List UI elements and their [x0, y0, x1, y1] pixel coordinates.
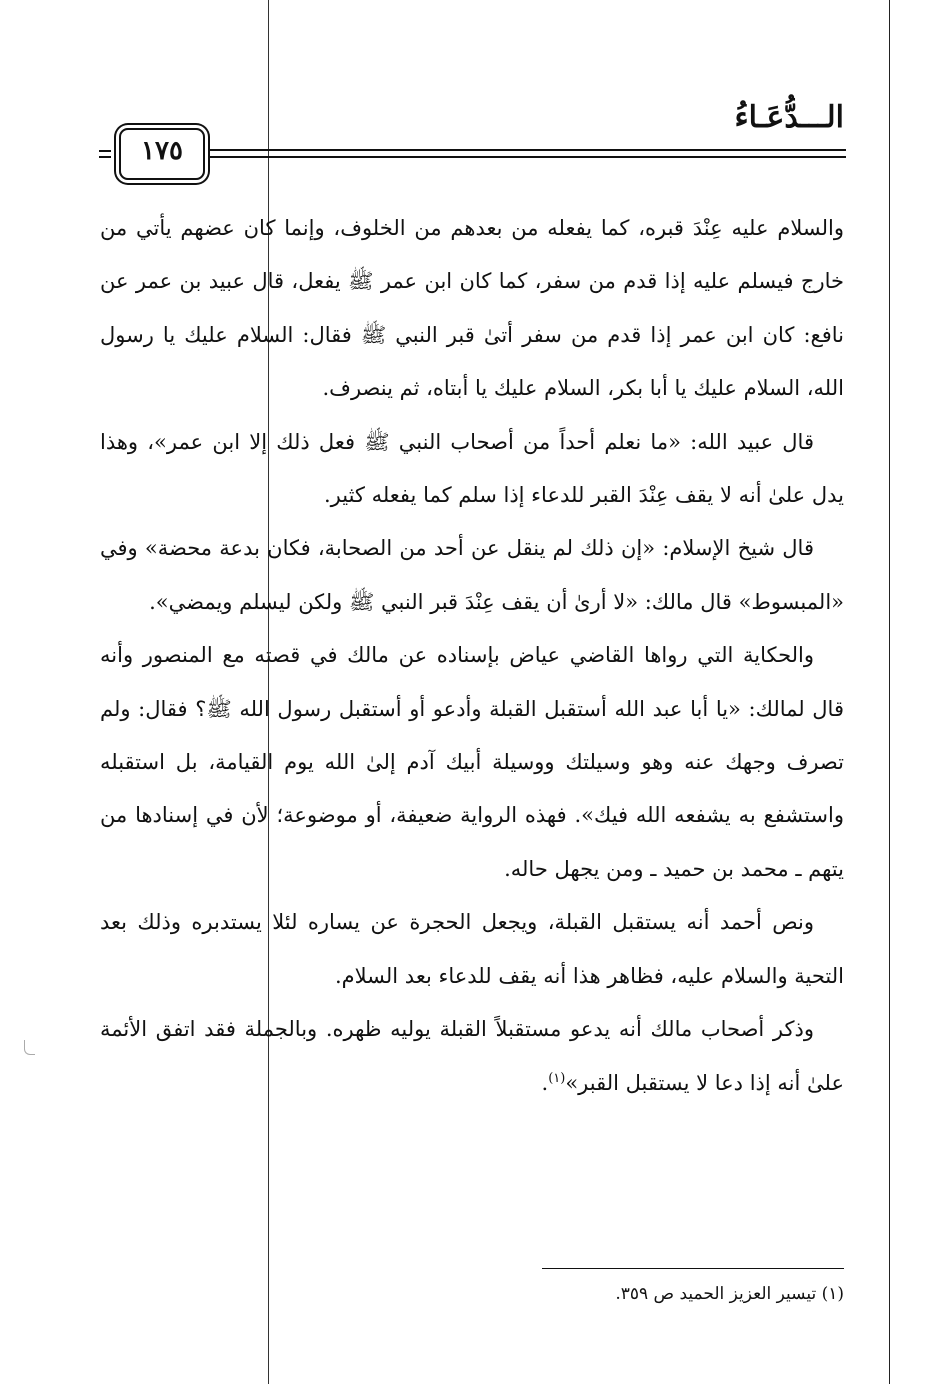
paragraph-1: والسلام عليه عِنْدَ قبره، كما يفعله من بعدهم من الخلوف، وإنما كان عضهم يأتي من خارج فيسلم عليه إذا قدم من سفر، كما كان ابن عمر ﷺ يفعل، قال عبيد بن عمر عن نافع: كان ابن عمر إذا قدم من سفر أتىٰ قبر النبي ﷺ فقال: السلام عليك يا رسول الله، السلام عليك يا أبا بكر، السلام عليك يا أبتاه، ثم ينصرف. [100, 216, 844, 401]
header-double-rule [205, 147, 846, 161]
running-header-title: الـــدُّعَـاءُ [734, 100, 844, 135]
page-number-box [119, 128, 205, 180]
paragraph-6-period: . [541, 1070, 549, 1095]
stray-scan-mark [24, 1040, 35, 1055]
paragraph-3: قال شيخ الإسلام: «إن ذلك لم ينقل عن أحد من الصحابة، فكان بدعة محضة» وفي «المبسوط» قال مالك: «لا أرىٰ أن يقف عِنْدَ قبر النبي ﷺ ولكن ليسلم ويمضي». [100, 536, 844, 614]
footnote-separator [542, 1268, 844, 1269]
header-rule-end-mark [99, 148, 111, 160]
paragraph-6-text: وذكر أصحاب مالك أنه يدعو مستقبلاً القبلة يوليه ظهره. وبالجملة فقد اتفق الأئمة علىٰ أنه إذا دعا لا يستقبل القبر» [100, 1017, 844, 1095]
footnote-reference[interactable]: (١) [548, 1070, 566, 1086]
paragraph-5: ونص أحمد أنه يستقبل القبلة، ويجعل الحجرة عن يساره لئلا يستدبره وذلك بعد التحية والسلام عليه، فظاهر هذا أنه يقف للدعاء بعد السلام. [100, 910, 844, 988]
footnote-text: (١) تيسير العزيز الحميد ص ٣٥٩. [615, 1284, 844, 1304]
body-text [100, 202, 844, 1110]
paragraph-6 [100, 1003, 844, 1110]
page-border-right [889, 0, 890, 1384]
paragraph-2: قال عبيد الله: «ما نعلم أحداً من أصحاب النبي ﷺ فعل ذلك إلا ابن عمر»، وهذا يدل علىٰ أنه لا يقف عِنْدَ القبر للدعاء إذا سلم كما يفعله كثير. [100, 429, 844, 508]
paragraph-4: والحكاية التي رواها القاضي عياض بإسناده عن مالك في قصته مع المنصور وأنه قال لمالك: «يا أبا عبد الله أستقبل القبلة وأدعو أو أستقبل رسول الله ﷺ؟ فقال: ولم تصرف وجهك عنه وهو وسيلتك ووسيلة أبيك آدم إلىٰ الله يوم القيامة، بل استقبله واستشفع به يشفعه الله فيك». فهذه الرواية ضعيفة، أو موضوعة؛ لأن في إسنادها من يتهم ـ محمد بن حميد ـ ومن يجهل حاله. [100, 643, 844, 881]
page-number: ١٧٥ [141, 136, 183, 166]
